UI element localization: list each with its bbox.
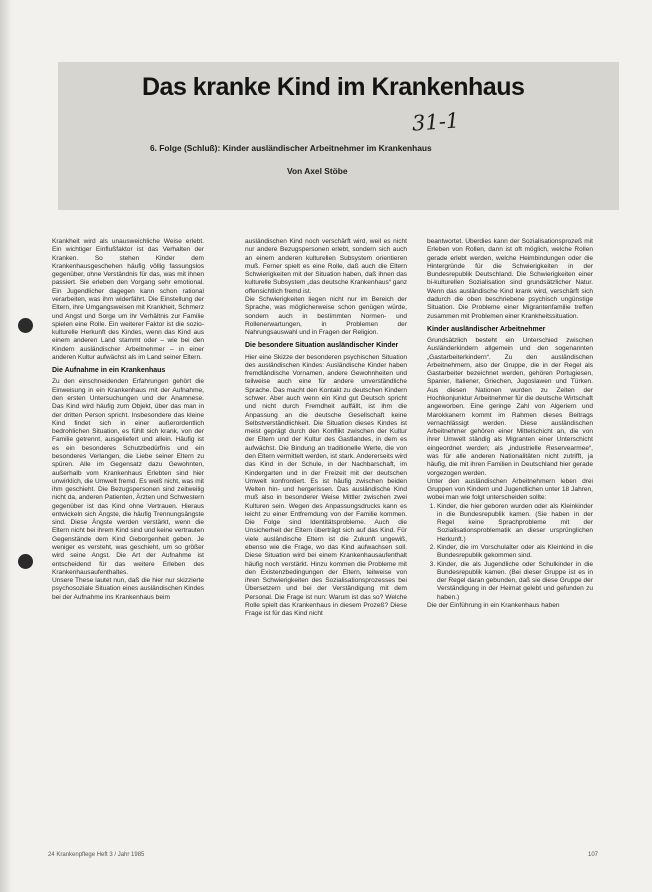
punch-hole [18,554,33,569]
article-title: Das kranke Kind im Krankenhaus [142,73,525,101]
body-paragraph: Unter den ausländischen Arbeitnehmern leben drei Gruppen von Kindern und Jugendlichen unter 18 Jahren, wobei man wie folgt unterscheiden sollte: [427,477,593,502]
body-paragraph: beantwortet. Überdies kann der Sozialisationsprozeß mit Erleben von Rollen, dann ist oft möglich, welche Rollen gerade erlebt werden, welche Heimbindungen oder die Hintergründe für die Schwierigkeiten in der Bundesrepublik Deutschland. Die Schwierigkeiten einer bi-kulturellen Sozialisation sind grundsätzlicher Natur. Wenn das ausländische Kind krank wird, verschärft sich dadurch die oben beschriebene psychisch ungünstige Situation. Die Probleme einer Migrantenfamilie treffen zusammen mit Problemen einer Krankheitssituation. [427,238,593,320]
footer-source: 24 Krankenpflege Heft 3 / Jahr 1985 [48,852,145,858]
body-paragraph: Die der Einführung in ein Krankenhaus haben [427,602,560,610]
numbered-list [427,503,593,602]
handwritten-note: 31-1 [411,108,460,136]
page-number: 107 [588,852,599,858]
section-heading: Die Aufnahme in ein Krankenhaus [52,367,166,375]
body-paragraph: ausländischen Kind noch verschärft wird, weil es nicht nur andere Bezugspersonen erlebt, sondern sich auch an einem anderen kulturellen Subsystem orientieren muß. Ferner spielt es eine Rolle, daß auch die Eltern Schwierigkeiten mit der Situation haben, daß ihnen das kulturelle Subsystem „das deutsche Krankenhaus“ ganz offensichtlich fremd ist. [245,238,407,295]
body-paragraph: Krankheit wird als unausweichliche Weise erlebt. Ein wichtiger Einflußfaktor ist das Verhalten der Kranken. So stehen Kinder dem Krankenhausgeschehen häufig völlig fassungslos gegenüber, ohne Verständnis für das, was mit ihnen passiert. Sie erleben den Vorgang sehr emotional. Ein Jugendlicher dagegen kann schon rational verarbeiten, was ihm widerfährt. Die Einstellung der Eltern, ihre Umgangsweisen mit Krankheit, Schmerz und Angst und Sorge um ihr Verhältnis zur Familie spielen eine Rolle. Ein weiterer Faktor ist die sozio-kulturelle Herkunft des Kindes, wenn das Kind aus einem anderen Land stammt oder – wie bei den Kindern ausländischer Arbeitnehmer – in einer anderen Kultur aufwächst als im Land seiner Eltern. [52,238,204,361]
article-subtitle: 6. Folge (Schluß): Kinder ausländischer Arbeitnehmer im Krankenhaus [150,143,432,153]
text-column-2 [245,238,407,848]
body-paragraph: Zu den einschneidenden Erfahrungen gehört die Einweisung in ein Krankenhaus mit der Aufnahme, den ersten Untersuchungen und der Anamnese. Das Kind wird häufig zum Objekt, über das man in der dritten Person spricht. Insbesondere das kleine Kind findet sich in einer außerordentlich bedrohlichen Situation, es fühlt sich krank, von der Familie getrennt, ausgeliefert und allein. Häufig ist es ein besonderes Schutzbedürfnis und ein besonderes Verlangen, die Liebe seiner Eltern zu spüren. Alle im Gegensatz dazu Gewohnten, außerhalb vom Krankenhaus Erlebten sind hier unwirklich, die Umwelt fremd. Es weiß nicht, was mit ihm geschieht. Die Bezugspersonen sind zeitweilig nicht da, anderen Patienten, Ärzten und Schwestern gegenüber ist das Kind ohne Vertrauen. Hieraus entwickeln sich Ängste, die häufig Trennungsängste sind. Diese Ängste werden verstärkt, wenn die Eltern nicht bei ihrem Kind sind und keine vertrauten Gegenstände dem Kind Geborgenheit geben. Je weniger es versteht, was geschieht, um so größer wird seine Angst. Die Art der Aufnahme ist entscheidend für das weitere Erleben des Krankenhausaufenthaltes. [52,378,204,576]
punch-hole [18,318,33,333]
body-paragraph: Die Schwierigkeiten liegen nicht nur im Bereich der Sprache, was möglicherweise schon genügen würde, sondern auch in bestimmten Normen- und Rollenerwartungen, in Problemen der Nahrungsauswahl und in Fragen der Religion. [245,295,407,337]
scan-edge-shadow [0,0,12,892]
list-item: 3. Kinder, die als Jugendliche oder Schulkinder in die Bundesrepublik kamen. (Bei dieser Gruppe ist es in der Regel daran gebunden, daß sie diese Gruppe der Verständigung in der Heimat gelebt und gefunden zu haben.) [437,561,593,602]
body-paragraph: Grundsätzlich besteht ein Unterschied zwischen Ausländerkindern allgemein und den sogenannten „Gastarbeiterkindern“. Zu den ausländischen Arbeitnehmern, also der Gruppe, die in der Regel als Gastarbeiter bezeichnet werden, gehören Portugiesen, Spanier, Italiener, Griechen, Jugoslawen und Türken. Aus diesen Nationen wurden zu Zeiten der Hochkonjunktur Arbeitnehmer für die deutsche Wirtschaft angeworben. Eine geringe Zahl von Algeriern und Marokkanern kommt im Rahmen dieses Beitrags vernachlässigt werden. Diese ausländischen Arbeitnehmer gehören einer Mittelschicht an, die von ihrer Umwelt ständig als Migranten einer Unterschicht eingeordnet werden; als „industrielle Reservearmee“, was für alle anderen Nationalitäten nicht zutrifft, ja häufig, die mit ihren Familien in Deutschland hier gerade vorgezogen werden. [427,337,593,477]
body-paragraph: Hier eine Skizze der besonderen psychischen Situation des ausländischen Kindes: Ausländische Kinder haben fremdländische Vornamen, andere Gewohnheiten und teilweise auch eine für andere unverständliche Sprache. Das macht den Kontakt zu deutschen Kindern schwer. Aber auch wenn ein Kind gut Deutsch spricht und nicht durch Fremdheit auffällt, ist ihm die Anpassung an die deutsche Gesellschaft keine Selbstverständlichkeit. Die Situation dieses Kindes ist meist geprägt durch den Konflikt zwischen der Kultur der Eltern und der Kultur des Gastlandes, in dem es aufwächst. Die Bindung an traditionelle Werte, die von den Eltern vermittelt werden, ist stark. Andererseits wird das Kind in der Schule, in der Nachbarschaft, im Kindergarten und in der Freizeit mit der deutschen Umwelt konfrontiert. Es ist häufig zwischen beiden Welten hin- und hergerissen. Das ausländische Kind muß also in besonderer Weise Mittler zwischen zwei Kulturen sein. Wegen des Anpassungsdrucks kann es leicht zu einer Entfremdung von der Familie kommen. Die Folge sind Identitätsprobleme. Auch die Unsicherheit der Eltern überträgt sich auf das Kind. Für viele ausländische Eltern ist die Zukunft ungewiß, ebenso wie die Frage, wo das Kind aufwachsen soll. Diese Situation wird bei einem Krankenhausaufenthalt häufig noch verstärkt. Hinzu kommen die Probleme mit den Existenzbedingungen der Eltern, teilweise von ihren Schwierigkeiten des Sozialisationsprozesses bei Übersetzern und bei der Verständigung mit dem Personal. Die Frage ist nun: Warum ist das so? Welche Rolle spielt das Krankenhaus in diesem Prozeß? Diese Frage ist für das Kind nicht [245,353,407,618]
section-heading: Die besondere Situation ausländischer Kinder [245,342,399,350]
article-author: Von Axel Stöbe [287,166,348,176]
text-column-1 [52,238,204,845]
list-item: 1. Kinder, die hier geboren wurden oder als Kleinkinder in die Bundesrepublik kamen. (Sie haben in der Regel keine Sprachprobleme mit der Sozialisationsproblematik an dieser ursprünglichen Herkunft.) [437,503,593,544]
list-item: 2. Kinder, die im Vorschulalter oder als Kleinkind in die Bundesrepublik gekommen sind. [437,544,593,561]
body-paragraph: Unsere These lautet nun, daß die hier nur skizzierte psychosoziale Situation eines ausländischen Kindes bei der Aufnahme ins Krankenhaus beim [52,577,204,601]
section-heading: Kinder ausländischer Arbeitnehmer [427,325,546,333]
text-column-3 [427,238,593,848]
